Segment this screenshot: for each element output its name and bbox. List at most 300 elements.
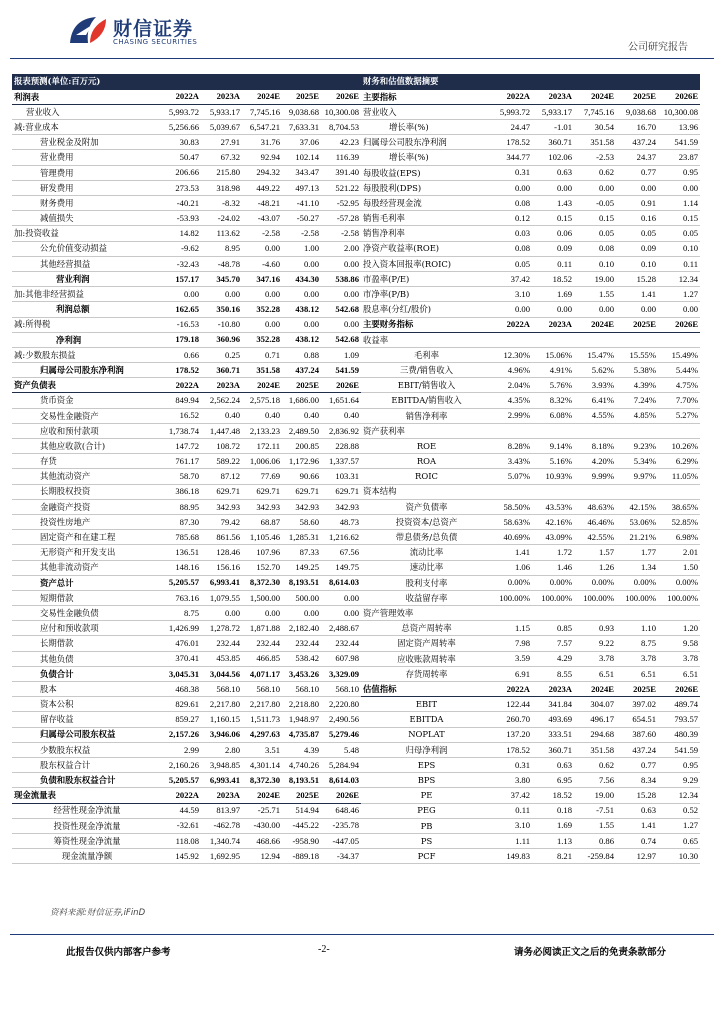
row-label: 固定资产和在建工程 bbox=[12, 530, 162, 545]
table-row bbox=[12, 393, 361, 408]
table-title-row bbox=[12, 74, 361, 89]
table-row bbox=[12, 742, 361, 757]
row-value: 1.20 bbox=[658, 621, 700, 636]
row-value: 0.00 bbox=[658, 180, 700, 195]
row-value: 0.10 bbox=[658, 241, 700, 256]
row-value: 304.07 bbox=[574, 697, 616, 712]
table-row bbox=[361, 818, 700, 833]
row-label: 资本结构 bbox=[361, 484, 492, 499]
row-label: ROIC bbox=[361, 469, 492, 484]
table-row bbox=[12, 545, 361, 560]
row-value: 2,157.26 bbox=[162, 727, 201, 742]
row-value: 6.91 bbox=[492, 666, 532, 681]
row-value: 5,933.17 bbox=[532, 104, 574, 119]
row-value: 149.25 bbox=[282, 560, 321, 575]
row-value: 0.31 bbox=[492, 757, 532, 772]
row-value: -259.84 bbox=[574, 849, 616, 864]
row-value: 0.25 bbox=[201, 347, 242, 362]
row-value: 5,284.94 bbox=[321, 757, 361, 772]
row-value: 10.26% bbox=[658, 439, 700, 454]
row-value: 30.54 bbox=[574, 120, 616, 135]
row-value: 24.47 bbox=[492, 120, 532, 135]
row-value: 100.00% bbox=[574, 590, 616, 605]
row-value: 3,329.09 bbox=[321, 666, 361, 681]
row-value bbox=[574, 484, 616, 499]
row-value: 0.09 bbox=[616, 241, 658, 256]
row-label: 研发费用 bbox=[12, 180, 162, 195]
row-value: 8.34 bbox=[616, 773, 658, 788]
table-row bbox=[12, 363, 361, 378]
row-value: 16.52 bbox=[162, 408, 201, 423]
row-label: PEG bbox=[361, 803, 492, 818]
row-value: 18.52 bbox=[532, 271, 574, 286]
row-value: 12.97 bbox=[616, 849, 658, 864]
row-value: 5.16% bbox=[532, 454, 574, 469]
row-value: 206.66 bbox=[162, 165, 201, 180]
row-value: 0.08 bbox=[492, 196, 532, 211]
row-value: 541.59 bbox=[658, 742, 700, 757]
row-value: 2,836.92 bbox=[321, 423, 361, 438]
row-label: 市盈率(P/E) bbox=[361, 271, 492, 286]
row-value bbox=[532, 332, 574, 347]
table-row bbox=[361, 499, 700, 514]
row-value: 333.51 bbox=[532, 727, 574, 742]
row-value: 37.42 bbox=[492, 271, 532, 286]
row-value: 0.00 bbox=[658, 302, 700, 317]
row-value: 0.62 bbox=[574, 165, 616, 180]
table-row bbox=[361, 423, 700, 438]
row-value: 42.23 bbox=[321, 135, 361, 150]
table-row bbox=[12, 499, 361, 514]
year-header: 2022A bbox=[492, 317, 532, 332]
row-value: 1.06 bbox=[492, 560, 532, 575]
row-value: 10,300.08 bbox=[321, 104, 361, 119]
forecast-statements-panel bbox=[12, 74, 361, 864]
row-label: 增长率(%) bbox=[361, 150, 492, 165]
section-header: 现金流量表 bbox=[12, 788, 162, 803]
row-value: 1,511.73 bbox=[242, 712, 282, 727]
row-label: 总资产周转率 bbox=[361, 621, 492, 636]
row-value: 351.58 bbox=[574, 742, 616, 757]
row-value: 0.10 bbox=[574, 256, 616, 271]
row-value: 0.06 bbox=[532, 226, 574, 241]
year-header: 2026E bbox=[658, 89, 700, 104]
row-value: 0.00 bbox=[492, 302, 532, 317]
row-value: 260.70 bbox=[492, 712, 532, 727]
section-header-row bbox=[361, 682, 700, 697]
table-row bbox=[361, 621, 700, 636]
row-value: 829.61 bbox=[162, 697, 201, 712]
row-value: 1,500.00 bbox=[242, 590, 282, 605]
row-value: 10.93% bbox=[532, 469, 574, 484]
row-value: 0.40 bbox=[282, 408, 321, 423]
row-value: 3.51 bbox=[242, 742, 282, 757]
row-value: 0.95 bbox=[658, 165, 700, 180]
row-value: 370.41 bbox=[162, 651, 201, 666]
row-value: 1,160.15 bbox=[201, 712, 242, 727]
row-value: 5,279.46 bbox=[321, 727, 361, 742]
table-row bbox=[12, 454, 361, 469]
row-label: 经营性现金净流量 bbox=[12, 803, 162, 818]
row-value: 7.98 bbox=[492, 636, 532, 651]
year-header: 2024E bbox=[574, 89, 616, 104]
row-value: 861.56 bbox=[201, 530, 242, 545]
row-value: 793.57 bbox=[658, 712, 700, 727]
row-label: 股利支付率 bbox=[361, 575, 492, 590]
row-value: 6.41% bbox=[574, 393, 616, 408]
row-value: 1.34 bbox=[616, 560, 658, 575]
row-label: 固定资产周转率 bbox=[361, 636, 492, 651]
row-value bbox=[492, 423, 532, 438]
row-value: 1.15 bbox=[492, 621, 532, 636]
row-value: 1.55 bbox=[574, 818, 616, 833]
row-value: 27.91 bbox=[201, 135, 242, 150]
row-value: 6.51 bbox=[616, 666, 658, 681]
row-value: 0.00 bbox=[532, 180, 574, 195]
year-header: 2026E bbox=[321, 788, 361, 803]
row-value: 2,562.24 bbox=[201, 393, 242, 408]
row-value: -9.62 bbox=[162, 241, 201, 256]
row-label: 利润总额 bbox=[12, 302, 162, 317]
row-value: 3.43% bbox=[492, 454, 532, 469]
section-header-row bbox=[12, 788, 361, 803]
row-value: 607.98 bbox=[321, 651, 361, 666]
row-value: 497.13 bbox=[282, 180, 321, 195]
row-value: 232.44 bbox=[201, 636, 242, 651]
row-value: 0.05 bbox=[574, 226, 616, 241]
table-row bbox=[361, 606, 700, 621]
table-row bbox=[361, 226, 700, 241]
section-header-row bbox=[12, 89, 361, 104]
table-row bbox=[12, 560, 361, 575]
row-value: 0.15 bbox=[658, 211, 700, 226]
row-label: BPS bbox=[361, 773, 492, 788]
row-value: 67.32 bbox=[201, 150, 242, 165]
row-value: 122.44 bbox=[492, 697, 532, 712]
row-value: 0.00 bbox=[201, 606, 242, 621]
row-value: 1.14 bbox=[658, 196, 700, 211]
row-value: 8,372.30 bbox=[242, 575, 282, 590]
row-value: 1,651.64 bbox=[321, 393, 361, 408]
row-value: 6.29% bbox=[658, 454, 700, 469]
row-value: 2.99% bbox=[492, 408, 532, 423]
row-value: 44.59 bbox=[162, 803, 201, 818]
row-value: 228.88 bbox=[321, 439, 361, 454]
row-value: -34.37 bbox=[321, 849, 361, 864]
table-row bbox=[12, 317, 361, 332]
row-label: 净资产收益率(ROE) bbox=[361, 241, 492, 256]
row-value: 344.77 bbox=[492, 150, 532, 165]
table-row bbox=[12, 833, 361, 848]
row-value: 2.99 bbox=[162, 742, 201, 757]
row-label: 营业收入 bbox=[361, 104, 492, 119]
row-label: 存货 bbox=[12, 454, 162, 469]
row-value: 7,745.16 bbox=[242, 104, 282, 119]
row-value: 391.40 bbox=[321, 165, 361, 180]
table-row bbox=[361, 347, 700, 362]
row-value: 438.12 bbox=[282, 302, 321, 317]
row-value: 449.22 bbox=[242, 180, 282, 195]
table-row bbox=[12, 423, 361, 438]
row-value: 6,993.41 bbox=[201, 773, 242, 788]
row-label: 加:投资收益 bbox=[12, 226, 162, 241]
row-value: 8,372.30 bbox=[242, 773, 282, 788]
row-label: 归母净利润 bbox=[361, 742, 492, 757]
row-label: 净利润 bbox=[12, 332, 162, 347]
row-value: 568.10 bbox=[321, 682, 361, 697]
table-title: 报表预测(单位:百万元) bbox=[12, 74, 361, 89]
row-value: -462.78 bbox=[201, 818, 242, 833]
row-value bbox=[658, 332, 700, 347]
table-row bbox=[361, 302, 700, 317]
row-value: 294.68 bbox=[574, 727, 616, 742]
table-row bbox=[12, 818, 361, 833]
row-value: 0.40 bbox=[201, 408, 242, 423]
row-value: 0.00 bbox=[321, 590, 361, 605]
row-value: 360.71 bbox=[532, 742, 574, 757]
row-value: 5.62% bbox=[574, 363, 616, 378]
row-value bbox=[574, 423, 616, 438]
table-row bbox=[361, 833, 700, 848]
row-value: 3.10 bbox=[492, 818, 532, 833]
row-value: 4.39 bbox=[282, 742, 321, 757]
year-header: 2023A bbox=[532, 317, 574, 332]
row-value: 7,633.31 bbox=[282, 120, 321, 135]
row-value: -16.53 bbox=[162, 317, 201, 332]
row-value: 100.00% bbox=[658, 590, 700, 605]
row-value: 40.69% bbox=[492, 530, 532, 545]
table-row bbox=[361, 120, 700, 135]
row-label: 归属母公司股东净利润 bbox=[361, 135, 492, 150]
row-value: 19.00 bbox=[574, 788, 616, 803]
row-value: 0.15 bbox=[532, 211, 574, 226]
page-number: -2- bbox=[318, 944, 330, 955]
row-value: 13.96 bbox=[658, 120, 700, 135]
row-value: 15.49% bbox=[658, 347, 700, 362]
row-value: 0.00% bbox=[574, 575, 616, 590]
row-value: 0.00 bbox=[616, 302, 658, 317]
row-value: 0.08 bbox=[492, 241, 532, 256]
row-value: 5.76% bbox=[532, 378, 574, 393]
row-value: 5.27% bbox=[658, 408, 700, 423]
table-row bbox=[12, 606, 361, 621]
table-row bbox=[361, 408, 700, 423]
table-row bbox=[361, 636, 700, 651]
table-row bbox=[12, 469, 361, 484]
row-value: 152.70 bbox=[242, 560, 282, 575]
row-value: 1,738.74 bbox=[162, 423, 201, 438]
row-label: PS bbox=[361, 833, 492, 848]
row-value: 0.00% bbox=[616, 575, 658, 590]
row-value: 9,038.68 bbox=[282, 104, 321, 119]
row-value: 568.10 bbox=[201, 682, 242, 697]
row-value: 1,337.57 bbox=[321, 454, 361, 469]
row-value: 88.95 bbox=[162, 499, 201, 514]
row-label: 收益率 bbox=[361, 332, 492, 347]
row-value: 342.93 bbox=[321, 499, 361, 514]
row-value bbox=[658, 423, 700, 438]
row-label: 销售净利率 bbox=[361, 226, 492, 241]
row-label: 投资性现金净流量 bbox=[12, 818, 162, 833]
row-value: 351.58 bbox=[574, 135, 616, 150]
year-header: 2025E bbox=[282, 788, 321, 803]
table-row bbox=[12, 439, 361, 454]
row-value: 9.22 bbox=[574, 636, 616, 651]
table-row bbox=[12, 621, 361, 636]
row-value: 1,692.95 bbox=[201, 849, 242, 864]
row-value: 2,490.56 bbox=[321, 712, 361, 727]
year-header: 2024E bbox=[574, 317, 616, 332]
row-value: 15.55% bbox=[616, 347, 658, 362]
row-value: 343.47 bbox=[282, 165, 321, 180]
table-row bbox=[361, 196, 700, 211]
row-value: 0.00 bbox=[321, 287, 361, 302]
row-value: 5.48 bbox=[321, 742, 361, 757]
row-value: 58.63% bbox=[492, 514, 532, 529]
row-label: 营业税金及附加 bbox=[12, 135, 162, 150]
row-label: 归属母公司股东权益 bbox=[12, 727, 162, 742]
row-value: 9.58 bbox=[658, 636, 700, 651]
row-value bbox=[532, 606, 574, 621]
row-value: 468.66 bbox=[242, 833, 282, 848]
row-value: 514.94 bbox=[282, 803, 321, 818]
row-value: 434.30 bbox=[282, 271, 321, 286]
row-value: 5,205.57 bbox=[162, 773, 201, 788]
year-header: 2026E bbox=[658, 682, 700, 697]
table-row bbox=[12, 287, 361, 302]
table-row bbox=[361, 104, 700, 119]
row-value: 360.71 bbox=[532, 135, 574, 150]
table-row bbox=[361, 332, 700, 347]
table-row bbox=[12, 484, 361, 499]
row-value: 19.00 bbox=[574, 271, 616, 286]
row-value: 53.06% bbox=[616, 514, 658, 529]
row-value: 360.71 bbox=[201, 363, 242, 378]
row-label: EBITDA bbox=[361, 712, 492, 727]
row-label: 营业收入 bbox=[12, 104, 162, 119]
row-value: 6.08% bbox=[532, 408, 574, 423]
row-label: 收益留存率 bbox=[361, 590, 492, 605]
row-value: 31.76 bbox=[242, 135, 282, 150]
row-value: 0.12 bbox=[492, 211, 532, 226]
row-value: 859.27 bbox=[162, 712, 201, 727]
row-value: 2.80 bbox=[201, 742, 242, 757]
row-value bbox=[574, 332, 616, 347]
table-row bbox=[12, 226, 361, 241]
row-label: 销售毛利率 bbox=[361, 211, 492, 226]
row-value: 15.28 bbox=[616, 788, 658, 803]
year-header: 2022A bbox=[162, 378, 201, 393]
table-row bbox=[12, 256, 361, 271]
table-row bbox=[361, 757, 700, 772]
row-value: 3.78 bbox=[658, 651, 700, 666]
row-label: 管理费用 bbox=[12, 165, 162, 180]
row-value: 386.18 bbox=[162, 484, 201, 499]
row-label: 现金流量净额 bbox=[12, 849, 162, 864]
row-value: 0.00 bbox=[282, 606, 321, 621]
year-header: 2026E bbox=[321, 378, 361, 393]
row-value: 107.96 bbox=[242, 545, 282, 560]
row-value: 5,039.67 bbox=[201, 120, 242, 135]
row-value: 8.75 bbox=[162, 606, 201, 621]
row-value: 149.75 bbox=[321, 560, 361, 575]
row-value bbox=[532, 423, 574, 438]
row-value: 397.02 bbox=[616, 697, 658, 712]
row-value: -40.21 bbox=[162, 196, 201, 211]
row-value: -50.27 bbox=[282, 211, 321, 226]
row-value: 1.41 bbox=[492, 545, 532, 560]
row-value: 5,205.57 bbox=[162, 575, 201, 590]
row-value bbox=[616, 484, 658, 499]
table-row bbox=[12, 803, 361, 818]
row-value: 0.00 bbox=[321, 256, 361, 271]
table-row bbox=[361, 454, 700, 469]
row-value: 128.46 bbox=[201, 545, 242, 560]
row-label: 应付和预收款项 bbox=[12, 621, 162, 636]
table-row bbox=[361, 849, 700, 864]
table-row bbox=[12, 241, 361, 256]
row-value: 5,256.66 bbox=[162, 120, 201, 135]
row-label: EBIT bbox=[361, 697, 492, 712]
row-value: 8,614.03 bbox=[321, 773, 361, 788]
row-value: 5.07% bbox=[492, 469, 532, 484]
row-value: -0.05 bbox=[574, 196, 616, 211]
row-label: 股本 bbox=[12, 682, 162, 697]
row-label: 每股经营现金流 bbox=[361, 196, 492, 211]
row-value: 654.51 bbox=[616, 712, 658, 727]
row-value: -2.58 bbox=[242, 226, 282, 241]
row-value: 5.34% bbox=[616, 454, 658, 469]
row-value: 1,172.96 bbox=[282, 454, 321, 469]
row-value: 589.22 bbox=[201, 454, 242, 469]
row-value: 352.28 bbox=[242, 302, 282, 317]
row-value: -1.01 bbox=[532, 120, 574, 135]
table-row bbox=[361, 150, 700, 165]
row-value: 352.28 bbox=[242, 332, 282, 347]
year-header: 2022A bbox=[162, 788, 201, 803]
row-label: 减:少数股东损益 bbox=[12, 347, 162, 362]
year-header: 2025E bbox=[282, 89, 321, 104]
row-value: 0.11 bbox=[492, 803, 532, 818]
row-value: 136.51 bbox=[162, 545, 201, 560]
row-label: 带息债务/总负债 bbox=[361, 530, 492, 545]
row-value: 50.47 bbox=[162, 150, 201, 165]
row-value: 1,340.74 bbox=[201, 833, 242, 848]
row-value: -48.21 bbox=[242, 196, 282, 211]
row-value: 5,993.72 bbox=[492, 104, 532, 119]
row-value: 521.22 bbox=[321, 180, 361, 195]
row-value: 0.31 bbox=[492, 165, 532, 180]
row-value: 0.09 bbox=[532, 241, 574, 256]
row-label: 每股股利(DPS) bbox=[361, 180, 492, 195]
row-value: 761.17 bbox=[162, 454, 201, 469]
row-value: 10.30 bbox=[658, 849, 700, 864]
row-value: 273.53 bbox=[162, 180, 201, 195]
table-row bbox=[12, 712, 361, 727]
table-row bbox=[12, 196, 361, 211]
row-label: 投资性房地产 bbox=[12, 514, 162, 529]
row-label: 公允价值变动损益 bbox=[12, 241, 162, 256]
row-label: 流动比率 bbox=[361, 545, 492, 560]
row-value: 15.06% bbox=[532, 347, 574, 362]
row-value: 437.24 bbox=[616, 135, 658, 150]
row-label: 销售净利率 bbox=[361, 408, 492, 423]
row-value: 2,218.80 bbox=[282, 697, 321, 712]
logo-name-cn: 财信证券 bbox=[113, 18, 194, 40]
row-label: PB bbox=[361, 818, 492, 833]
row-value: 294.32 bbox=[242, 165, 282, 180]
table-row bbox=[361, 271, 700, 286]
